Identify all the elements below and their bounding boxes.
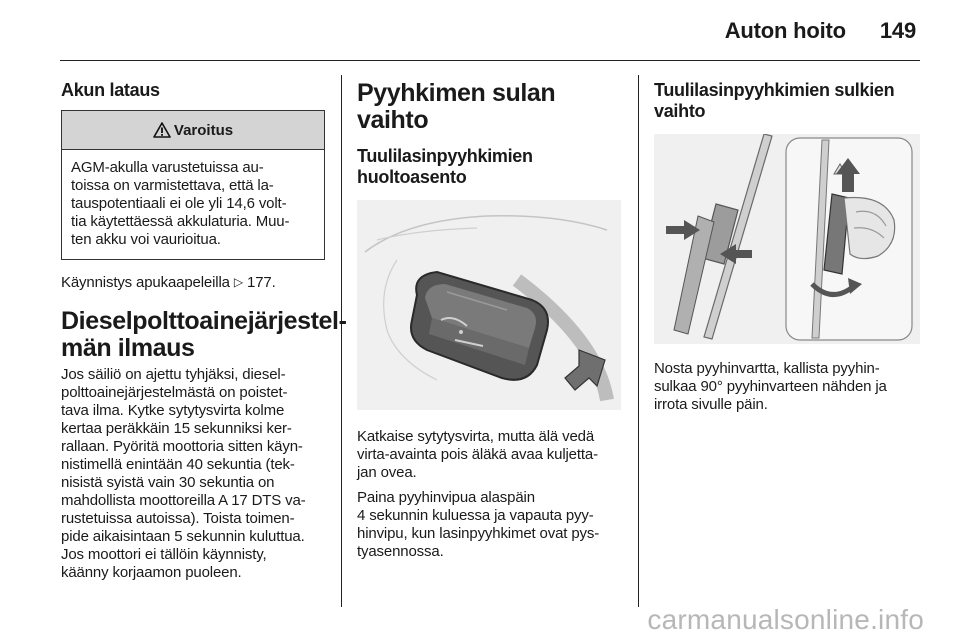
jumpstart-text: Käynnistys apukaapeleilla bbox=[61, 274, 230, 291]
heading-wiper-blade-change: Tuulilasinpyyhkimien sulkien vaihto bbox=[654, 80, 895, 121]
column-divider-2 bbox=[638, 75, 639, 607]
column-3 bbox=[654, 80, 920, 414]
column-divider-1 bbox=[341, 75, 342, 607]
column-1 bbox=[61, 80, 347, 582]
header-rule bbox=[60, 60, 920, 61]
wiper-service-text-2: Paina pyyhinvipua alaspäin 4 sekunnin kuluessa ja vapauta pyy- hinvipu, kun lasinpyyhkimet ovat pys- tyasennossa. bbox=[357, 489, 600, 560]
wiper-blade-illustration bbox=[654, 134, 920, 344]
jumpstart-reference bbox=[61, 274, 325, 292]
page-ref-arrow-icon: ▷ bbox=[233, 275, 243, 289]
warning-triangle-icon bbox=[153, 122, 171, 138]
diesel-bleeding-text: Jos säiliö on ajettu tyhjäksi, diesel- polttoainejärjestelmästä on poistet- tava ilma. Kytke sytytysvirta kolme kertaa peräkkäin 15 sekunniksi ker- rallaan. Pyöritä moottoria sitten käyn- nistimellä enintään 40 sekuntia (tek- nisistä syistä vain 30 sekuntia on mahdollista moottoreilla A 17 DTS va- rustetuissa autoissa). Toista toimen- pide aikaisintaan 5 sekunnin kuluttua. Jos moottori ei tällöin käynnisty, käänny korjaamon puoleen. bbox=[61, 366, 306, 581]
wiper-lever-illustration bbox=[357, 200, 621, 410]
wiper-blade-change-text: Nosta pyyhinvartta, kallista pyyhin- sulkaa 90° pyyhinvarteen nähden ja irrota sivulle päin. bbox=[654, 360, 887, 413]
running-head bbox=[725, 18, 916, 44]
wiper-service-text-1: Katkaise sytytysvirta, mutta älä vedä virta-avainta pois äläkä avaa kuljetta- jan ovea. bbox=[357, 428, 598, 481]
section-title: Auton hoito bbox=[724, 18, 846, 43]
heading-diesel-bleeding: Dieselpolttoainejärjestel- män ilmaus bbox=[61, 307, 347, 362]
warning-header bbox=[62, 111, 324, 150]
watermark: carmanualsonline.info bbox=[647, 604, 924, 635]
heading-battery-charging: Akun lataus bbox=[61, 80, 160, 100]
heading-wiper-blade-replacement: Pyyhkimen sulan vaihto bbox=[357, 79, 556, 134]
warning-title: Varoitus bbox=[173, 121, 234, 139]
warning-box bbox=[61, 110, 325, 260]
heading-wiper-service-position: Tuulilasinpyyhkimien huoltoasento bbox=[357, 146, 533, 187]
jumpstart-page-ref: 177. bbox=[247, 274, 276, 291]
warning-text: AGM-akulla varustetuissa au- toissa on varmistettava, että la- tauspotentiaali ei ole yli 14,6 volt- tia käytettäessä akkulaturia. Muu- ten akku voi vaurioitua. bbox=[71, 159, 290, 248]
page-number: 149 bbox=[879, 18, 916, 43]
column-2 bbox=[357, 80, 623, 561]
